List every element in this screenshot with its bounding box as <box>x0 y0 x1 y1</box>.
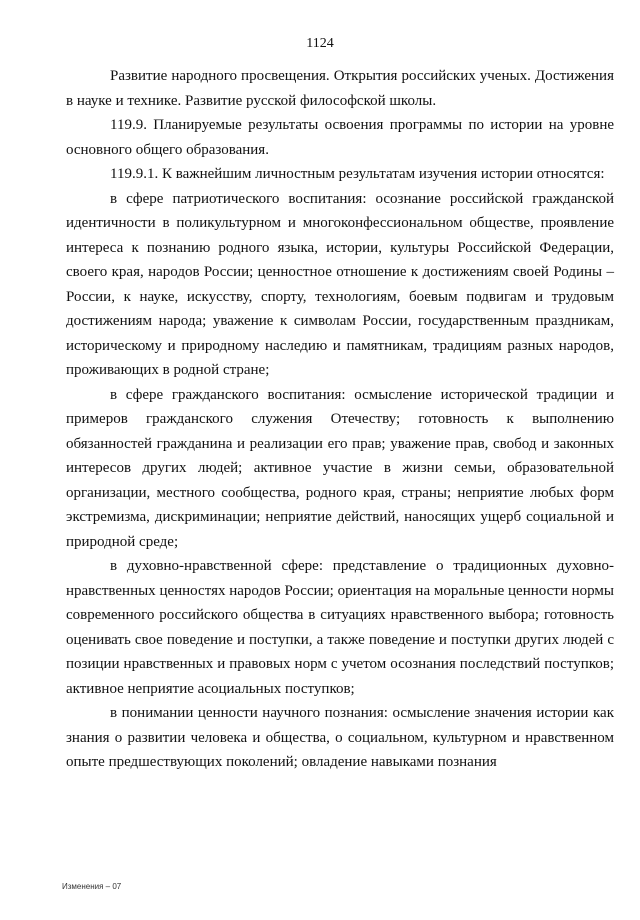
paragraph-personal-results: 119.9.1. К важнейшим личностным результатам изучения истории относятся: <box>110 166 605 182</box>
footer-note: Изменения – 07 <box>62 882 122 891</box>
paragraph-scientific: в понимании ценности научного познания: осмысление значения истории как знания о развитии человека и общества, о социальном, культурном и нравственном опыте предшествующих поколений; овладение навыками познания <box>66 705 614 770</box>
paragraph-moral: в духовно-нравственной сфере: представление о традиционных духовно-нравственных ценностях народов России; ориентация на моральные ценности нормы современного российского общества в ситуациях нравственного выбора; готовность оценивать свое поведение и поступки, а также поведение и поступки других людей с позиции нравственных и правовых норм с учетом осознания последствий поступков; активное неприятие асоциальных поступков; <box>66 558 614 697</box>
paragraph-planned-results: 119.9. Планируемые результаты освоения программы по истории на уровне основного общего образования. <box>66 117 614 158</box>
paragraph-patriotic: в сфере патриотического воспитания: осознание российской гражданской идентичности в поликультурном и многоконфессиональном обществе, проявление интереса к познанию родного языка, истории, культуры Российской Федерации, своего края, народов России; ценностное отношение к достижениям своей Родины – России, к науке, искусству, спорту, технологиям, боевым подвигам и трудовым достижениям народа; уважение к символам России, государственным праздникам, историческому и природному наследию и памятникам, традициям разных народов, проживающих в родной стране; <box>66 190 614 378</box>
paragraph-civic: в сфере гражданского воспитания: осмысление исторической традиции и примеров гражданского служения Отечеству; готовность к выполнению обязанностей гражданина и реализации его прав; уважение прав, свобод и законных интересов других людей; активное участие в жизни семьи, образовательной организации, местного сообщества, родного края, страны; неприятие любых форм экстремизма, дискриминации; неприятие действий, наносящих ущерб социальной и природной среде; <box>66 386 614 550</box>
body-text <box>66 64 614 775</box>
paragraph-enlightenment: Развитие народного просвещения. Открытия российских ученых. Достижения в науке и технике. Развитие русской философской школы. <box>66 68 614 109</box>
page-number: 1124 <box>306 36 334 51</box>
